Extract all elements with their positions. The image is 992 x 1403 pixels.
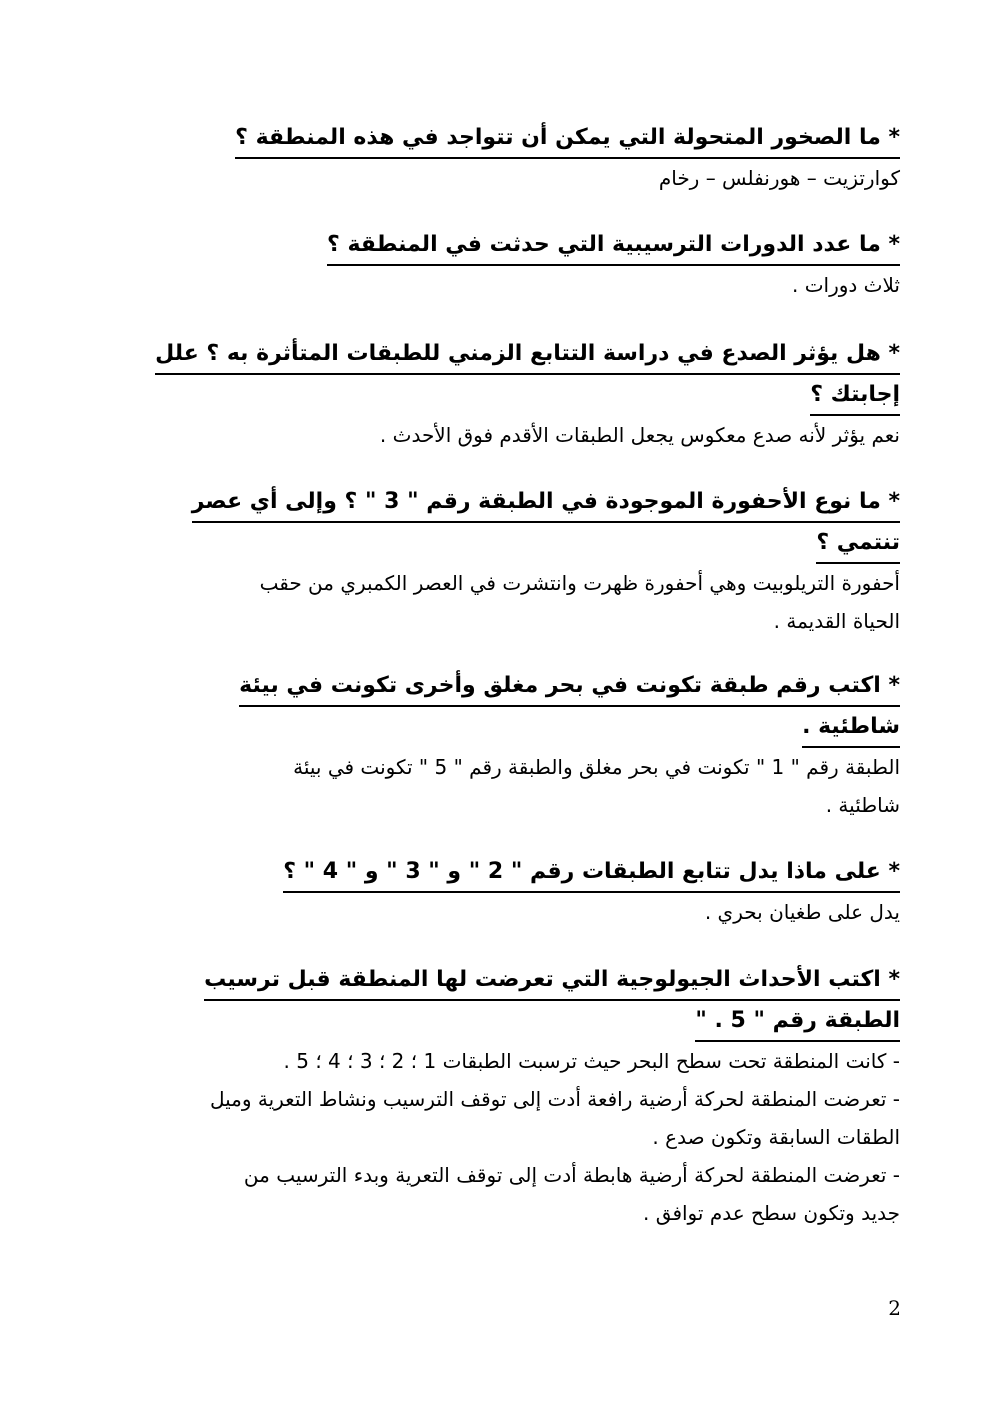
question-text: الطبقة رقم " 5 . " — [695, 1004, 900, 1042]
question-2 — [327, 225, 900, 304]
answer-text: يدل على طغيان بحري . — [704, 900, 900, 924]
question-text: تنتمي ؟ — [816, 526, 900, 564]
answer-text: كوارتزيت – هورنفلس – رخام — [658, 166, 900, 190]
question-3 — [155, 334, 900, 454]
question-text: * ما عدد الدورات الترسيبية التي حدثت في المنطقة ؟ — [327, 228, 900, 266]
question-text: إجابتك ؟ — [810, 378, 900, 416]
answer-text: الحياة القديمة . — [773, 609, 900, 633]
answer-text: - تعرضت المنطقة لحركة أرضية هابطة أدت إلى توقف التعرية وبدء الترسيب من — [243, 1163, 900, 1187]
answer-text: نعم يؤثر لأنه صدع معكوس يجعل الطبقات الأقدم فوق الأحدث . — [379, 423, 900, 447]
question-text: شاطئية . — [802, 710, 900, 748]
question-text: * هل يؤثر الصدع في دراسة التتابع الزمني للطبقات المتأثرة به ؟ علل — [155, 337, 900, 375]
question-6 — [283, 852, 900, 931]
answer-text: جديد وتكون سطح عدم توافق . — [643, 1201, 900, 1225]
question-text: * ما الصخور المتحولة التي يمكن أن تتواجد في هذه المنطقة ؟ — [235, 121, 900, 159]
question-7 — [204, 960, 900, 1232]
page-number: 2 — [888, 1296, 901, 1320]
answer-text: - كانت المنطقة تحت سطح البحر حيث ترسبت الطبقات 1 ؛ 2 ؛ 3 ؛ 4 ؛ 5 . — [283, 1049, 900, 1073]
question-4 — [192, 482, 900, 640]
answer-text: شاطئية . — [825, 793, 900, 817]
question-text: * ما نوع الأحفورة الموجودة في الطبقة رقم " 3 " ؟ وإلى أي عصر — [192, 485, 900, 523]
answer-text: ثلاث دورات . — [791, 273, 900, 297]
answer-text: أحفورة التريلوبيت وهي أحفورة ظهرت وانتشرت في العصر الكمبري من حقب — [259, 571, 900, 595]
answer-text: - تعرضت المنطقة لحركة أرضية رافعة أدت إلى توقف الترسيب ونشاط التعرية وميل — [209, 1087, 900, 1111]
question-text: * اكتب الأحداث الجيولوجية التي تعرضت لها المنطقة قبل ترسيب — [204, 963, 900, 1001]
answer-text: الطبقة رقم " 1 " تكونت في بحر مغلق والطبقة رقم " 5 " تكونت في بيئة — [293, 755, 900, 779]
question-text: * على ماذا يدل تتابع الطبقات رقم " 2 " و " 3 " و " 4 " ؟ — [283, 855, 900, 893]
question-1 — [235, 118, 900, 197]
answer-text: الطقات السابقة وتكون صدع . — [652, 1125, 900, 1149]
question-5 — [239, 666, 900, 824]
question-text: * اكتب رقم طبقة تكونت في بحر مغلق وأخرى تكونت في بيئة — [239, 669, 900, 707]
